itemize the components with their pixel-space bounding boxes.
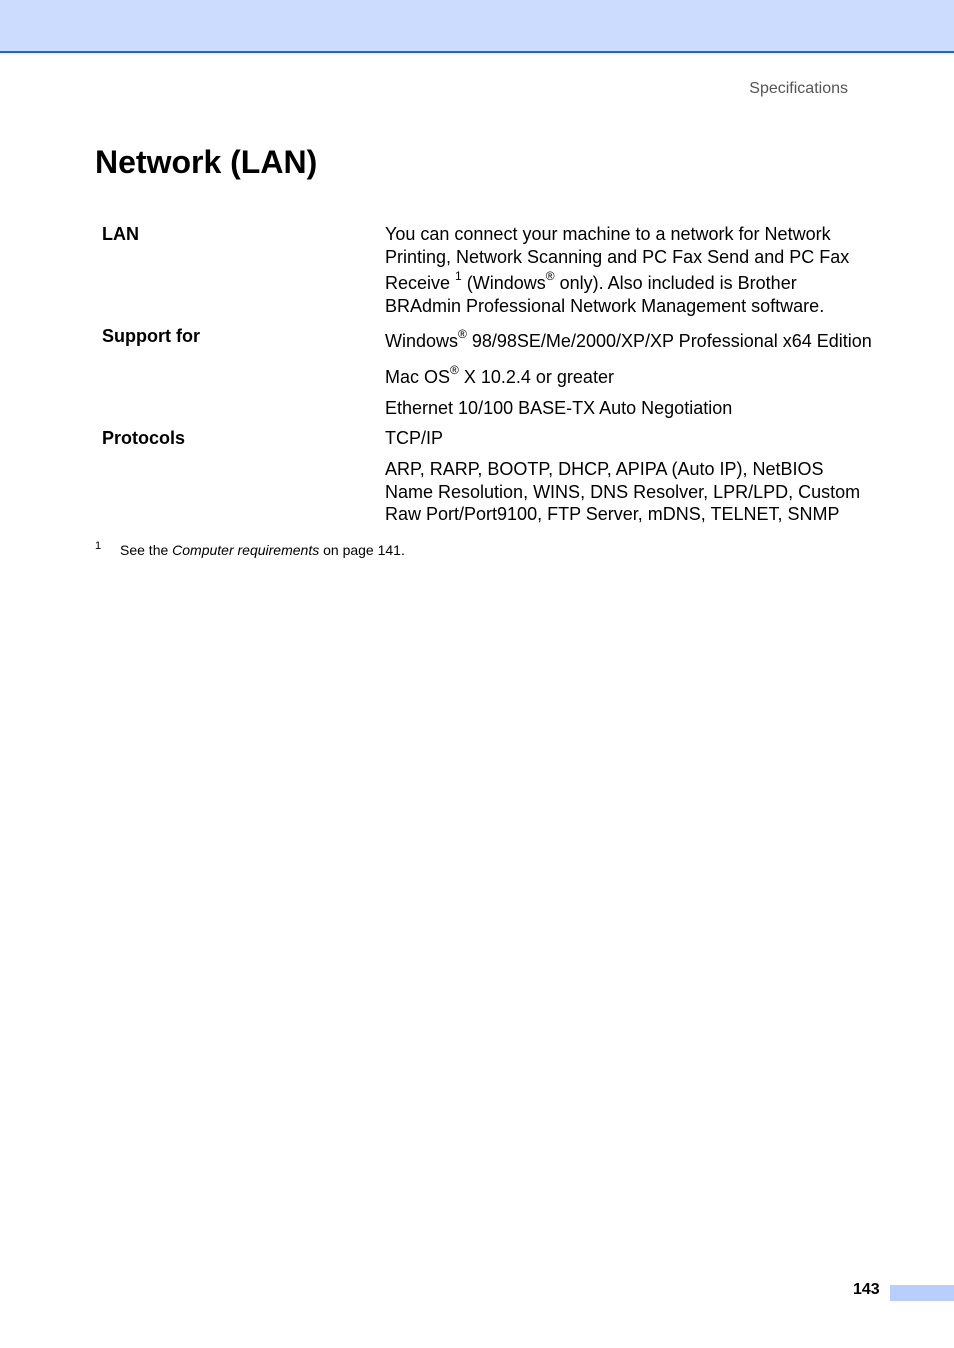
footnote-mark: 1	[95, 540, 102, 552]
spec-value-protocol-list	[385, 458, 885, 526]
spec-value-lan	[385, 223, 885, 317]
spec-label-lan: LAN	[102, 224, 139, 244]
windows-text: Windows	[385, 331, 459, 351]
registered-mark: ®	[458, 327, 467, 341]
footnote-text-part: See the	[120, 542, 173, 558]
mac-text: X 10.2.4 or greater	[458, 367, 614, 387]
page-number: 143	[853, 1281, 880, 1298]
windows-text: 98/98SE/Me/2000/XP/XP Professional x64 Edition	[466, 331, 872, 351]
mac-text: Mac OS	[385, 367, 451, 387]
lan-line: You can connect your machine to a network for Network	[385, 224, 831, 244]
lan-line: Printing, Network Scanning and PC Fax Send and PC Fax	[385, 246, 850, 267]
header-band	[0, 0, 954, 53]
lan-line: BRAdmin Professional Network Management software.	[385, 295, 825, 316]
registered-mark: ®	[450, 363, 459, 377]
footnote-text-part: on page 141.	[319, 542, 405, 558]
spec-value-windows	[385, 327, 905, 353]
footnote-link-text: Computer requirements	[172, 542, 320, 558]
footnote-text	[120, 542, 405, 558]
page-title: Network (LAN)	[95, 144, 318, 180]
protocol-line: Raw Port/Port9100, FTP Server, mDNS, TELNET, SNMP	[385, 504, 840, 524]
registered-mark: ®	[545, 269, 555, 283]
page-tab-marker	[890, 1285, 954, 1301]
lan-line	[385, 269, 885, 295]
protocol-line: ARP, RARP, BOOTP, DHCP, APIPA (Auto IP), NetBIOS	[385, 459, 824, 479]
spec-value-ethernet: Ethernet 10/100 BASE-TX Auto Negotiation	[385, 398, 733, 418]
lan-text: only). Also included is Brother	[554, 273, 797, 293]
spec-label-protocols: Protocols	[102, 428, 186, 448]
lan-text: (Windows	[461, 273, 546, 293]
footnote-ref: 1	[455, 269, 462, 283]
lan-text: Receive	[385, 273, 456, 293]
spec-value-mac	[385, 363, 885, 389]
spec-label-support: Support for	[102, 326, 200, 346]
section-name: Specifications	[749, 80, 848, 97]
protocol-line: Name Resolution, WINS, DNS Resolver, LPR/LPD, Custom	[385, 481, 861, 502]
spec-value-tcpip: TCP/IP	[385, 428, 444, 448]
